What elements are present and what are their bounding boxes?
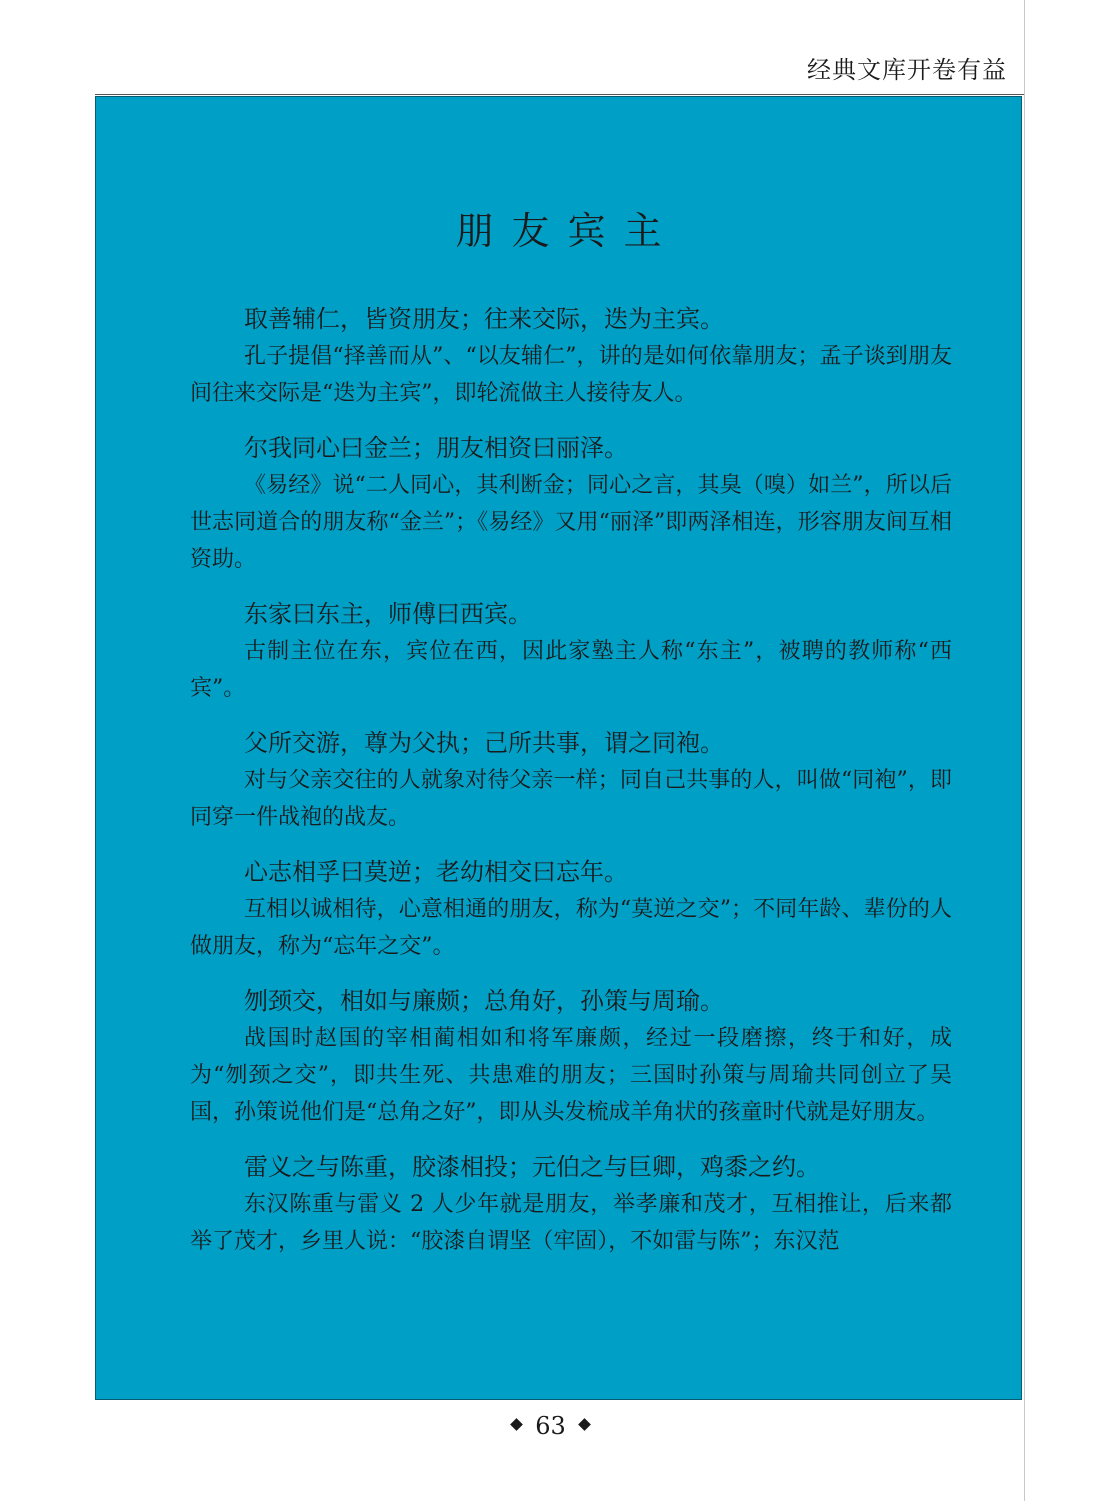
entry [190,853,952,965]
entry-verse: 刎颈交，相如与廉颇；总角好，孙策与周瑜。 [244,987,724,1015]
entry-verse: 取善辅仁，皆资朋友；往来交际，迭为主宾。 [244,305,724,333]
entry [190,300,952,412]
page-edge-line [1024,0,1025,1501]
entry-verse: 东家曰东主，师傅曰西宾。 [244,600,532,628]
entry-verse: 雷义之与陈重，胶漆相投；元伯之与巨卿，鸡黍之约。 [244,1153,820,1181]
entry [190,595,952,707]
entry-verse: 尔我同心曰金兰；朋友相资曰丽泽。 [244,434,628,462]
running-header: 经典文库开卷有益 [807,56,1007,84]
chapter-body [190,300,952,1277]
entry-explanation: 东汉陈重与雷义 2 人少年就是朋友，举孝廉和茂才，互相推让，后来都举了茂才，乡里人说：“胶漆自谓坚（牢固），不如雷与陈”；东汉范 [190,1192,952,1254]
entry [190,429,952,578]
diamond-icon [578,1418,591,1431]
entry-verse: 心志相孚曰莫逆；老幼相交曰忘年。 [244,858,628,886]
page-footer [0,1412,1101,1440]
entry-verse: 父所交游，尊为父执；己所共事，谓之同袍。 [244,729,724,757]
header-rule [95,94,1024,95]
entry-explanation: 战国时赵国的宰相蔺相如和将军廉颇，经过一段磨擦，终于和好，成为“刎颈之交”，即共生死、共患难的朋友；三国时孙策与周瑜共同创立了吴国，孙策说他们是“总角之好”，即从头发梳成羊角状的孩童时代就是好朋友。 [190,1026,952,1125]
chapter-title: 朋友宾主 [455,209,680,253]
entry [190,982,952,1131]
entry-explanation: 《易经》说“二人同心，其利断金；同心之言，其臭（嗅）如兰”，所以后世志同道合的朋友称“金兰”；《易经》又用“丽泽”即两泽相连，形容朋友间互相资助。 [190,473,952,572]
page-number: 63 [535,1412,566,1440]
entry-explanation: 互相以诚相待，心意相通的朋友，称为“莫逆之交”；不同年龄、辈份的人做朋友，称为“忘年之交”。 [190,897,952,959]
entry-explanation: 孔子提倡“择善而从”、“以友辅仁”，讲的是如何依靠朋友；孟子谈到朋友间往来交际是“迭为主宾”，即轮流做主人接待友人。 [190,344,952,406]
entry [190,1148,952,1260]
entry-explanation: 古制主位在东，宾位在西，因此家塾主人称“东主”，被聘的教师称“西宾”。 [190,639,952,701]
entry-explanation: 对与父亲交往的人就象对待父亲一样；同自己共事的人，叫做“同袍”，即同穿一件战袍的战友。 [190,768,952,830]
diamond-icon [510,1418,523,1431]
entry [190,724,952,836]
